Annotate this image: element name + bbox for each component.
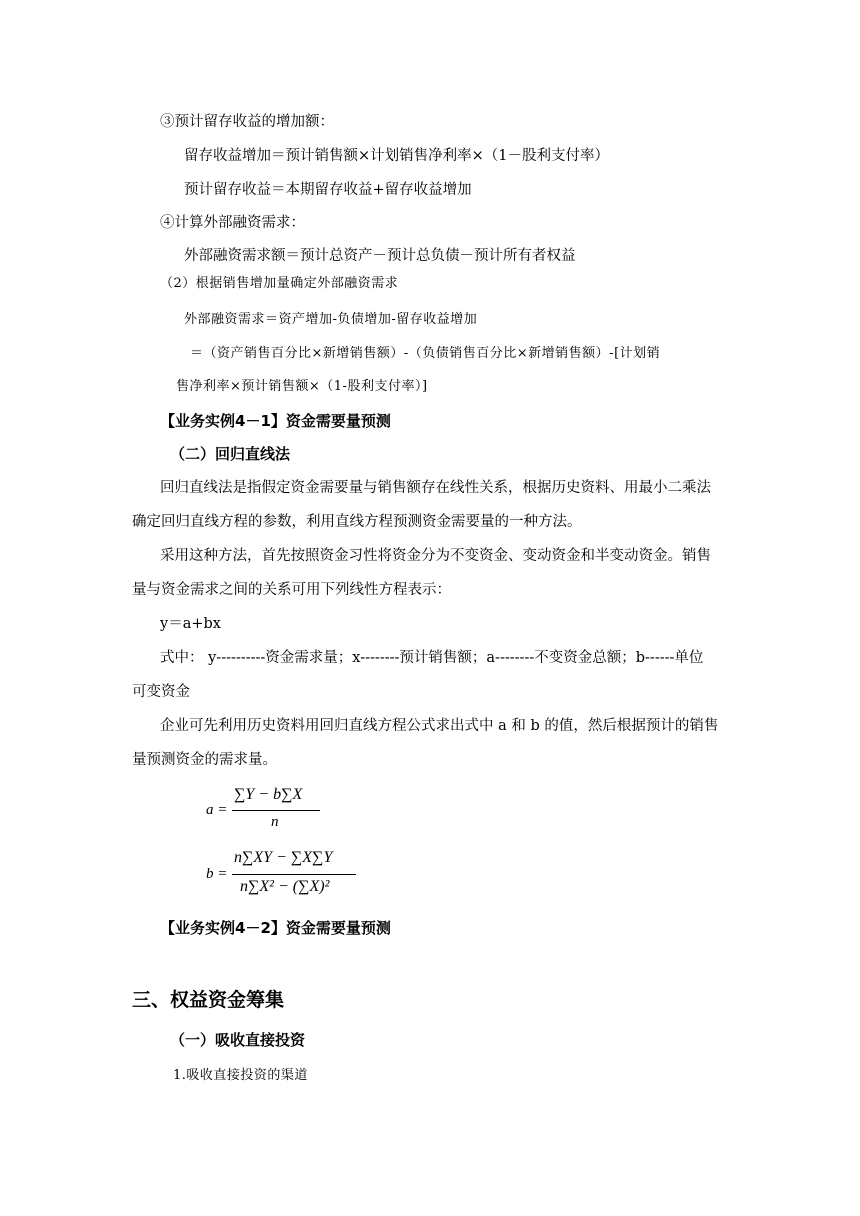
variable-definitions-line-1: 式中： y----------资金需求量；x--------预计销售额；a--------不变资金总额；b------单位 [160,650,704,666]
retained-earnings-increase-formula: 留存收益增加＝预计销售额×计划销售净利率×（1－股利支付率） [184,148,610,164]
external-financing-formula: 外部融资需求额＝预计总资产－预计总负债－预计所有者权益 [184,248,576,264]
formula-a-denominator: n [271,814,279,830]
formula-b-lhs: b = [206,866,228,882]
section-3-title: 三、权益资金筹集 [132,989,285,1011]
paragraph-2-line-1: 采用这种方法，首先按照资金习性将资金分为不变资金、变动资金和半变动资金。销售 [160,548,711,564]
formula-a-lhs: a = [206,802,228,818]
paragraph-3-line-1: 企业可先利用历史资料用回归直线方程公式求出式中 a 和 b 的值，然后根据预计的销售 [160,718,719,734]
linear-equation: y＝a+bx [160,616,221,632]
formula-b-denominator: n∑X² − (∑X)² [240,878,330,895]
step-4-heading: ④计算外部融资需求： [160,215,305,231]
expected-retained-earnings-formula: 预计留存收益＝本期留存收益+留存收益增加 [184,182,472,198]
formula-expansion-line-1: ＝（资产销售百分比×新增销售额）-（负债销售百分比×新增销售额）-[计划销 [190,346,661,361]
formula-expansion-line-2: 售净利率×预计销售额×（1-股利支付率）] [176,379,428,394]
step-3-heading: ③预计留存收益的增加额： [160,114,334,130]
paragraph-1-line-2: 确定回归直线方程的参数，利用直线方程预测资金需要量的一种方法。 [132,514,582,530]
external-financing-by-increase-formula: 外部融资需求＝资产增加-负债增加-留存收益增加 [184,312,478,327]
formula-a-fraction-bar [232,810,320,811]
variable-definitions-line-2: 可变资金 [132,684,190,700]
business-example-4-2: 【业务实例4－2】资金需要量预测 [160,919,391,937]
regression-method-heading: （二）回归直线法 [170,445,291,463]
direct-investment-heading: （一）吸收直接投资 [170,1031,306,1049]
formula-b-numerator: n∑XY − ∑X∑Y [234,849,333,866]
business-example-4-1: 【业务实例4－1】资金需要量预测 [160,412,391,430]
direct-investment-channels: 1.吸收直接投资的渠道 [173,1068,308,1083]
paragraph-3-line-2: 量预测资金的需求量。 [132,752,277,768]
paragraph-2-line-2: 量与资金需求之间的关系可用下列线性方程表示： [132,582,451,598]
paragraph-1-line-1: 回归直线法是指假定资金需要量与销售额存在线性关系，根据历史资料、用最小二乘法 [160,480,711,496]
section-2-heading: （2）根据销售增加量确定外部融资需求 [160,276,399,291]
formula-a-numerator: ∑Y − b∑X [234,786,303,803]
formula-b-fraction-bar [232,874,356,875]
